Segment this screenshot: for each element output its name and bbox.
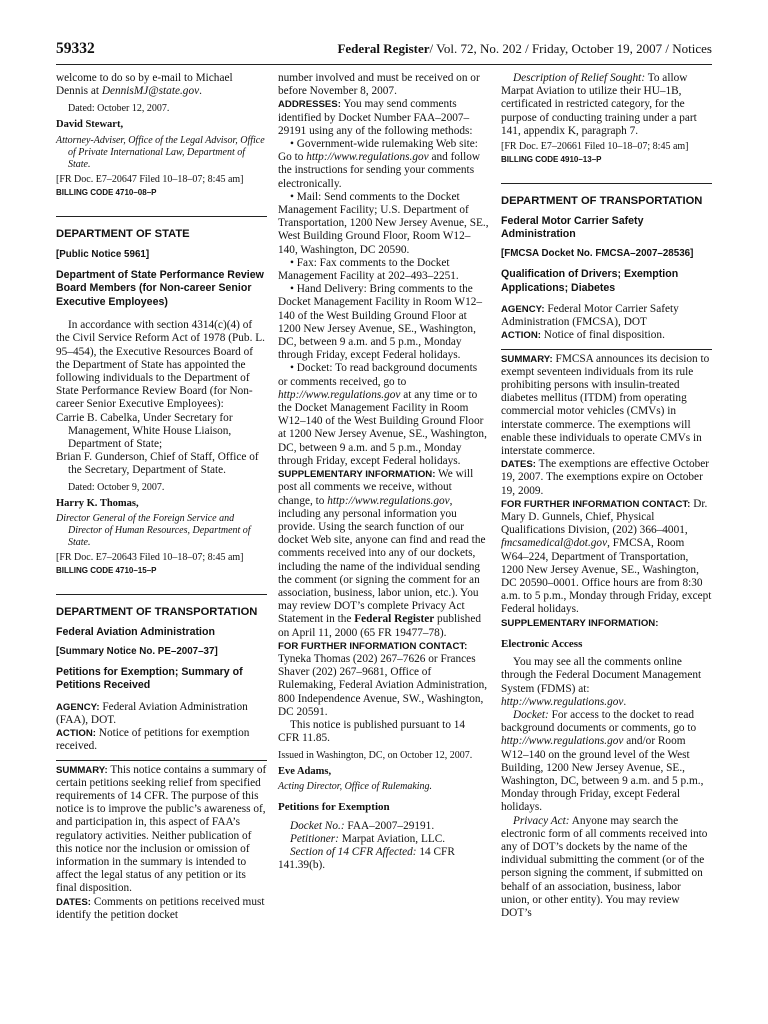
intro-paragraph: welcome to do so by e-mail to Michael Dennis at DennisMJ@state.gov. xyxy=(56,72,233,98)
page-number: 59332 xyxy=(56,40,95,57)
notice-title: Qualification of Drivers; Exemption Applications; Diabetes xyxy=(501,268,679,294)
notice-title: Department of State Performance Review Board Members (for Non-career Senior Executive Employees) xyxy=(56,268,264,308)
agency-heading: DEPARTMENT OF STATE xyxy=(56,227,190,240)
dated-line: Dated: October 9, 2007. xyxy=(68,481,165,493)
federal-register-ref: Federal Register xyxy=(354,613,435,626)
issue-info: / Vol. 72, No. 202 / Friday, October 19, 2007 / Notices xyxy=(429,41,712,56)
body-paragraph: In accordance with section 4314(c)(4) of the Civil Service Reform Act of 1978 (Pub. L. 95–454), the Executive Resources Board of the Department of State has appointed the following individuals to the Department of State Performance Review Board (for Non-career Senior Executive Employees): xyxy=(56,319,265,411)
column-3 xyxy=(501,72,712,920)
section-divider xyxy=(56,760,267,761)
action-line: ACTION: Notice of petitions for exemption received. xyxy=(56,727,250,753)
further-info-paragraph: FOR FURTHER INFORMATION CONTACT: Tyneka Thomas (202) 267–7626 or Frances Shaver (202) 267–9681, Office of Rulemaking, Federal Aviation Administration, 800 Independence Avenue, SW., Washington, DC 20591. xyxy=(278,640,488,718)
agency-heading: DEPARTMENT OF TRANSPORTATION xyxy=(56,605,258,618)
agency-line: AGENCY: Federal Aviation Administration (FAA), DOT. xyxy=(56,700,248,726)
method-item: • Government-wide rulemaking Web site: Go to http://www.regulations.gov and follow the instructions for sending your comments electronically. xyxy=(278,138,481,190)
docket-paragraph: Docket: For access to the docket to read background documents or comments, go to http://www.regulations.gov and/or Room W12–140 on the ground level of the West Building, 1200 New Jersey Avenue, SE., Washington, DC, between 9 a.m. and 5 p.m., Monday through Friday, except Federal holidays. xyxy=(501,708,704,814)
fr-doc-line: [FR Doc. E7–20643 Filed 10–18–07; 8:45 am] xyxy=(56,551,244,563)
section-affected-line: Section of 14 CFR Affected: 14 CFR 141.39(b). xyxy=(278,846,455,872)
signer-name: Harry K. Thomas, xyxy=(56,497,139,509)
further-info-paragraph: FOR FURTHER INFORMATION CONTACT: Dr. Mary D. Gunnels, Chief, Physical Qualifications Division, (202) 366–4001, fmcsamedical@dot.gov, FMCSA, Room W64–224, Department of Transportation, 1200 New Jersey Avenue, SE., Washington, DC 20590–0001. Office hours are from 8:30 a.m. to 5 p.m., Monday through Friday, except Federal holidays. xyxy=(501,497,712,616)
signer-name: David Stewart, xyxy=(56,119,124,131)
summary-notice-number: [Summary Notice No. PE–2007–37] xyxy=(56,645,218,657)
section-divider xyxy=(501,349,712,350)
issued-line: Issued in Washington, DC, on October 12, 2007. xyxy=(278,750,473,762)
relief-paragraph: Description of Relief Sought: To allow Marpat Aviation to utilize their HU–1B, certificated in restricted category, for the purpose of conducting training under a part 141, appendix K, paragraph 7. xyxy=(501,72,697,137)
supplementary-paragraph: SUPPLEMENTARY INFORMATION: We will post all comments we receive, without change, to http://www.regulations.gov, including any personal information you provide. Using the search function of our docket Web site, anyone can find and read the comments received into any of our dockets, including the name of the individual sending the comment (or signing the comment for an association, business, labor union, etc.). You may review DOT’s complete Privacy Act Statement in the Federal Register published on April 11, 2000 (65 FR 19477–78). xyxy=(278,468,486,639)
electronic-access-heading: Electronic Access xyxy=(501,637,583,650)
method-item: • Mail: Send comments to the Docket Management Facility; U.S. Department of Transportation, 1200 New Jersey Avenue, SE., West Building Ground Floor, Room W12–140, Washington, DC 20590. xyxy=(278,190,489,256)
board-member: Carrie B. Cabelka, Under Secretary for Management, White House Liaison, Department of State; xyxy=(56,411,233,450)
action-line: ACTION: Notice of final disposition. xyxy=(501,329,665,342)
addresses-paragraph: ADDRESSES: You may send comments identified by Docket Number FAA–2007–29191 using any of the following methods: xyxy=(278,98,473,137)
pursuant-paragraph: This notice is published pursuant to 14 CFR 11.85. xyxy=(278,718,466,745)
signer-title: Director General of the Foreign Service and Director of Human Resources, Department of State. xyxy=(56,512,251,548)
section-divider xyxy=(56,594,267,595)
subagency-heading: Federal Aviation Administration xyxy=(56,625,215,638)
url-link[interactable]: http://www.regulations.gov xyxy=(501,735,624,748)
url-link[interactable]: http://www.regulations.gov xyxy=(327,494,450,507)
summary-paragraph: SUMMARY: FMCSA announces its decision to exempt seventeen individuals from its rule prohibiting persons with insulin-treated diabetes mellitus (ITDM) from operating commercial motor vehicles (CMVs) in interstate commerce. The exemptions will enable these individuals to operate CMVs in interstate commerce. xyxy=(501,352,710,458)
board-member: Brian F. Gunderson, Chief of Staff, Office of the Secretary, Department of State. xyxy=(56,451,259,477)
header-citation xyxy=(337,41,712,57)
fr-doc-line: [FR Doc. E7–20647 Filed 10–18–07; 8:45 am] xyxy=(56,173,244,185)
billing-code: BILLING CODE 4710–08–P xyxy=(56,187,157,197)
docket-line: Docket No.: FAA–2007–29191. xyxy=(290,819,435,832)
section-divider xyxy=(56,216,267,217)
electronic-access-paragraph: You may see all the comments online through the Federal Document Management System (FDMS) at: http://www.regulations.gov. xyxy=(501,656,702,708)
petitions-heading: Petitions for Exemption xyxy=(278,800,390,813)
agency-heading: DEPARTMENT OF TRANSPORTATION xyxy=(501,195,703,208)
continued-text: number involved and must be received on or before November 8, 2007. xyxy=(278,72,480,98)
signer-title: Attorney-Adviser, Office of the Legal Advisor, Office of Private International Law, Department of State. xyxy=(56,134,265,170)
petitioner-line: Petitioner: Marpat Aviation, LLC. xyxy=(290,832,446,845)
signer-title: Acting Director, Office of Rulemaking. xyxy=(278,780,433,792)
signer-name: Eve Adams, xyxy=(278,766,332,778)
billing-code: BILLING CODE 4710–15–P xyxy=(56,565,157,575)
dated-line: Dated: October 12, 2007. xyxy=(68,103,170,115)
publication-name: Federal Register xyxy=(337,41,430,56)
agency-line: AGENCY: Federal Motor Carrier Safety Administration (FMCSA), DOT xyxy=(501,303,679,329)
column-1 xyxy=(56,72,267,922)
supplementary-label: SUPPLEMENTARY INFORMATION: xyxy=(501,617,659,629)
method-item: • Hand Delivery: Bring comments to the Docket Management Facility in Room W12–140 of the West Building Ground Floor at 1200 New Jersey Avenue, SE., Washington, DC, between 9 a.m. and 5 p.m., Monday through Friday, except Federal holidays. xyxy=(278,283,483,362)
url-link[interactable]: http://www.regulations.gov xyxy=(306,151,429,164)
url-link[interactable]: http://www.regulations.gov xyxy=(278,388,401,401)
privacy-act-paragraph: Privacy Act: Anyone may search the electronic form of all comments received into any of DOT’s dockets by the name of the individual submitting the comment (or of the person signing the comment, if submitted on behalf of an association, business, labor union, or other entity). You may review DOT’s xyxy=(501,814,708,919)
url-link[interactable]: http://www.regulations.gov xyxy=(501,695,624,708)
dates-paragraph: DATES: Comments on petitions received must identify the petition docket xyxy=(56,895,265,921)
column-2 xyxy=(278,72,489,873)
method-item: • Docket: To read background documents or comments received, go to http://www.regulations.gov at any time or to the Docket Management Facility in Room W12–140 of the West Building Ground Floor at 1200 New Jersey Avenue, SE., Washington, DC, between 9 a.m. and 5 p.m., Monday through Friday, except Federal holidays. xyxy=(278,362,487,467)
public-notice-number: [Public Notice 5961] xyxy=(56,248,150,260)
method-item: • Fax: Fax comments to the Docket Management Facility at 202–493–2251. xyxy=(278,256,459,283)
billing-code: BILLING CODE 4910–13–P xyxy=(501,155,602,165)
header-rule xyxy=(56,64,712,65)
fr-doc-line: [FR Doc. E7–20661 Filed 10–18–07; 8:45 am] xyxy=(501,141,689,153)
section-divider xyxy=(501,183,712,184)
summary-paragraph: SUMMARY: This notice contains a summary of certain petitions seeking relief from specified requirements of 14 CFR. The purpose of this notice is to improve the public’s awareness of, and participation in, this aspect of FAA’s regulatory activities. Neither publication of this notice nor the inclusion or omission of information in the summary is intended to affect the legal status of any petition or its final disposition. xyxy=(56,763,267,895)
email-address: DennisMJ@state.gov xyxy=(101,85,200,98)
subagency-heading: Federal Motor Carrier Safety Administration xyxy=(501,215,644,241)
dates-paragraph: DATES: The exemptions are effective October 19, 2007. The exemptions expire on October 19, 2009. xyxy=(501,458,710,497)
notice-title: Petitions for Exemption; Summary of Petitions Received xyxy=(56,665,243,692)
docket-number: [FMCSA Docket No. FMCSA–2007–28536] xyxy=(501,248,694,260)
email-address[interactable]: fmcsamedical@dot.gov xyxy=(501,537,608,550)
page-header xyxy=(56,40,712,60)
